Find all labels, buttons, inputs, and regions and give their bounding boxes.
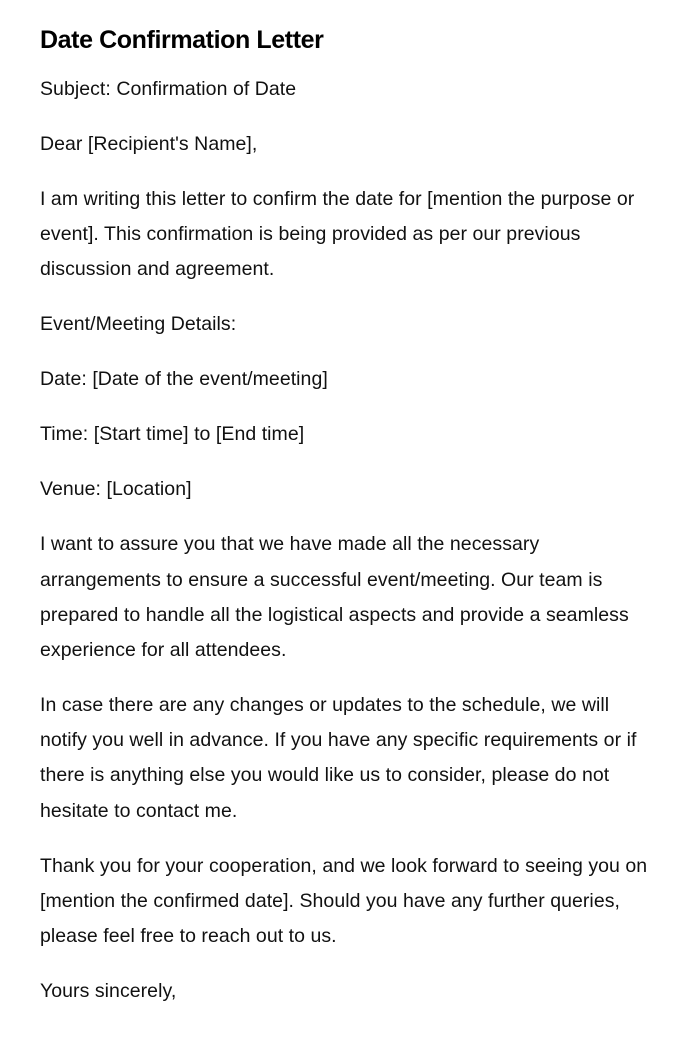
venue-detail: Venue: [Location] — [40, 478, 192, 501]
intro-paragraph: I am writing this letter to confirm the date for [mention the purpose or event]. This confirmation is being provided as per our previous discussion and agreement. — [40, 188, 635, 281]
subject-line: Subject: Confirmation of Date — [40, 78, 297, 100]
thanks-paragraph: Thank you for your cooperation, and we look forward to seeing you on [mention the confirmed date]. Should you have any further queries, please feel free to reach out to us. — [40, 854, 648, 948]
details-heading: Event/Meeting Details: — [40, 313, 237, 336]
document-title: Date Confirmation Letter — [40, 26, 324, 54]
salutation: Dear [Recipient's Name], — [40, 133, 258, 155]
closing-line: Yours sincerely, — [40, 980, 177, 1003]
time-detail: Time: [Start time] to [End time] — [40, 423, 305, 446]
changes-paragraph: In case there are any changes or updates to the schedule, we will notify you well in advance. If you have any specific requirements or if there is anything else you would like us to consider, please do not hesitate to contact me. — [40, 694, 637, 822]
date-detail: Date: [Date of the event/meeting] — [40, 368, 328, 391]
assurance-paragraph: I want to assure you that we have made all the necessary arrangements to ensure a successful event/meeting. Our team is prepared to handle all the logistical aspects and provide a seamless experience for all attendees. — [40, 533, 629, 662]
